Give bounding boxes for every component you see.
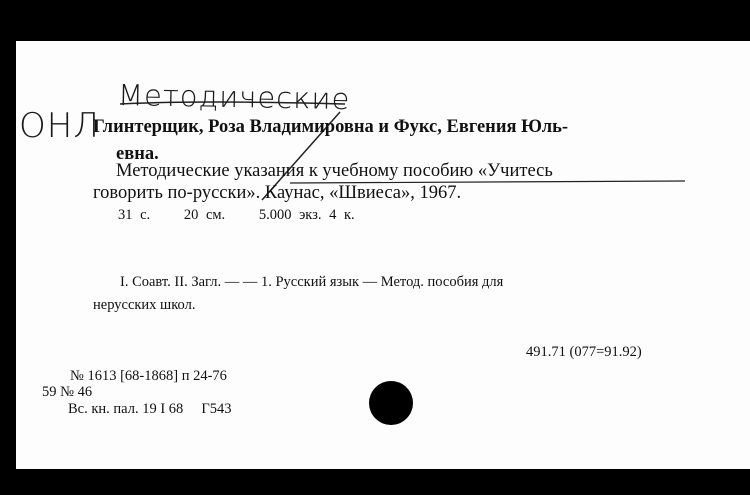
author-heading-continued: евна.	[116, 144, 159, 164]
title-description-line2: говорить по-русски». Каунас, «Швиеса», 1967.	[93, 183, 462, 203]
tracings-line1: I. Соавт. II. Загл. — — 1. Русский язык — Метод. пособия для	[120, 274, 504, 290]
punch-hole	[369, 381, 413, 425]
classification-number: 491.71 (077=91.92)	[526, 344, 642, 360]
handwritten-code: ОНЛ	[19, 106, 100, 146]
issue-number: 59 № 46	[42, 384, 93, 400]
print-run: 5.000 экз. 4 к.	[258, 207, 355, 223]
page-count: 31 с.	[118, 207, 151, 223]
size: 20 см.	[183, 207, 226, 223]
shelf-mark: Вс. кн. пал. 19 I 68 Г543	[68, 401, 232, 417]
author-heading: Глинтерщик, Роза Владимировна и Фукс, Евгения Юль-	[93, 117, 569, 137]
record-number: № 1613 [68-1868] п 24-76	[70, 368, 227, 384]
title-description-line1: Методические указания к учебному пособию «Учитесь	[116, 161, 553, 181]
handwritten-title: Методические	[117, 77, 351, 117]
tracings-line2: нерусских школ.	[93, 297, 196, 313]
physical-description	[118, 207, 381, 224]
